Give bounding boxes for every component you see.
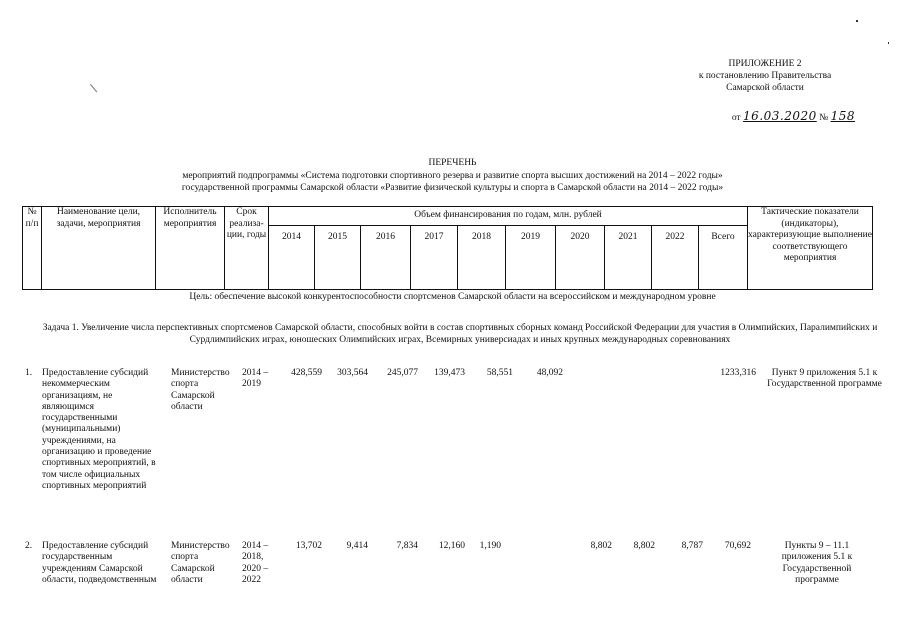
header-year-2020: 2020 xyxy=(556,226,605,290)
value-2018: 58,551 xyxy=(486,368,513,378)
row-executor: Министерство спорта Самарской области xyxy=(171,368,230,412)
appendix-block xyxy=(665,58,865,124)
header-year-2014: 2014 xyxy=(269,226,315,290)
scan-speck xyxy=(888,42,889,44)
value-2017: 12,160 xyxy=(438,541,465,551)
from-label: от xyxy=(731,113,741,123)
decree-date: 16.03.2020 xyxy=(743,109,817,123)
appendix-subtitle: к постановлению Правительства xyxy=(698,71,832,81)
value-2021: 8,802 xyxy=(633,541,655,551)
decree-number: 158 xyxy=(830,109,855,123)
appendix-region: Самарской области xyxy=(726,83,804,93)
header-col-name: Наименование цели, задачи, мероприятия xyxy=(42,207,156,290)
value-2022: 8,787 xyxy=(681,541,703,551)
value-2015: 303,564 xyxy=(337,368,368,378)
header-year-2022: 2022 xyxy=(652,226,699,290)
header-col-executor: Исполнитель мероприятия xyxy=(156,207,225,290)
header-col-term: Срок реализа-ции, годы xyxy=(225,207,269,290)
heading-line-1: мероприятий подпрограммы «Система подготовки спортивного резерва и развитие спорта высших достижений на 2014 – 2022 годы» xyxy=(182,170,723,181)
row-term: 2014 – 2018, 2020 – 2022 xyxy=(242,541,269,585)
value-total: 70,692 xyxy=(724,541,751,551)
value-2017: 139,473 xyxy=(434,368,465,378)
row-name: Предоставление субсидий некоммерческим организациям, не являющимся государственными (муниципальными) учреждениями, на организацию и проведение спортивных мероприятий, в том числе официальных спортивных мероприятий xyxy=(42,368,156,491)
value-2018: 1,190 xyxy=(479,541,501,551)
appendix-title: ПРИЛОЖЕНИЕ 2 xyxy=(728,59,802,69)
header-col-number: № п/п xyxy=(23,207,42,290)
header-col-funding: Объем финансирования по годам, млн. рублей xyxy=(269,207,748,226)
decree-signature-line xyxy=(665,110,865,124)
header-year-2018: 2018 xyxy=(458,226,506,290)
task-line: Задача 1. Увеличение числа перспективных спортсменов Самарской области, способных войти в состав спортивных сборных команд Российской Федерации для участия в Олимпийских, Паралимпийских и Сурдлимпийских играх, юношеских Олимпийских играх, Всемирных универсиадах и иных крупных международных соревнованиях xyxy=(42,323,878,345)
header-year-2016: 2016 xyxy=(361,226,411,290)
value-2015: 9,414 xyxy=(346,541,368,551)
goal-line: Цель: обеспечение высокой конкурентоспособности спортсменов Самарской области на всероссийском и международном уровне xyxy=(189,292,716,302)
row-indicator: Пункты 9 – 11.1 приложения 5.1 к Государственной программе xyxy=(781,541,853,585)
header-total: Всего xyxy=(699,226,748,290)
header-year-2019: 2019 xyxy=(506,226,556,290)
row-number: 1. xyxy=(25,368,33,378)
row-indicator: Пункт 9 приложения 5.1 к Государственной программе xyxy=(767,368,882,390)
row-executor: Министерство спорта Самарской области xyxy=(171,541,230,585)
value-2016: 245,077 xyxy=(387,368,418,378)
row-name: Предоставление субсидий государственным учреждениям Самарской области, подведомственным xyxy=(42,541,157,585)
document-heading xyxy=(0,157,905,195)
value-total: 1233,316 xyxy=(720,368,756,378)
value-2020: 8,802 xyxy=(590,541,612,551)
scan-speck xyxy=(856,20,858,22)
header-col-indicators: Тактические показатели (индикаторы), характеризующие выполнение соответствующего мероприятия xyxy=(748,207,873,290)
header-year-2017: 2017 xyxy=(411,226,458,290)
header-year-2021: 2021 xyxy=(605,226,652,290)
table-header xyxy=(22,206,873,290)
row-term: 2014 – 2019 xyxy=(242,368,269,390)
scan-mark xyxy=(90,78,105,93)
header-year-2015: 2015 xyxy=(315,226,361,290)
number-label: № xyxy=(819,113,829,123)
heading-line-2: государственной программы Самарской области «Развитие физической культуры и спорта в Самарской области на 2014 – 2022 годы» xyxy=(181,183,724,193)
value-2019: 48,092 xyxy=(536,368,563,378)
row-number: 2. xyxy=(25,541,33,551)
heading-title: ПЕРЕЧЕНЬ xyxy=(428,158,477,168)
value-2016: 7,834 xyxy=(396,541,418,551)
value-2014: 428,559 xyxy=(291,368,322,378)
value-2014: 13,702 xyxy=(295,541,322,551)
